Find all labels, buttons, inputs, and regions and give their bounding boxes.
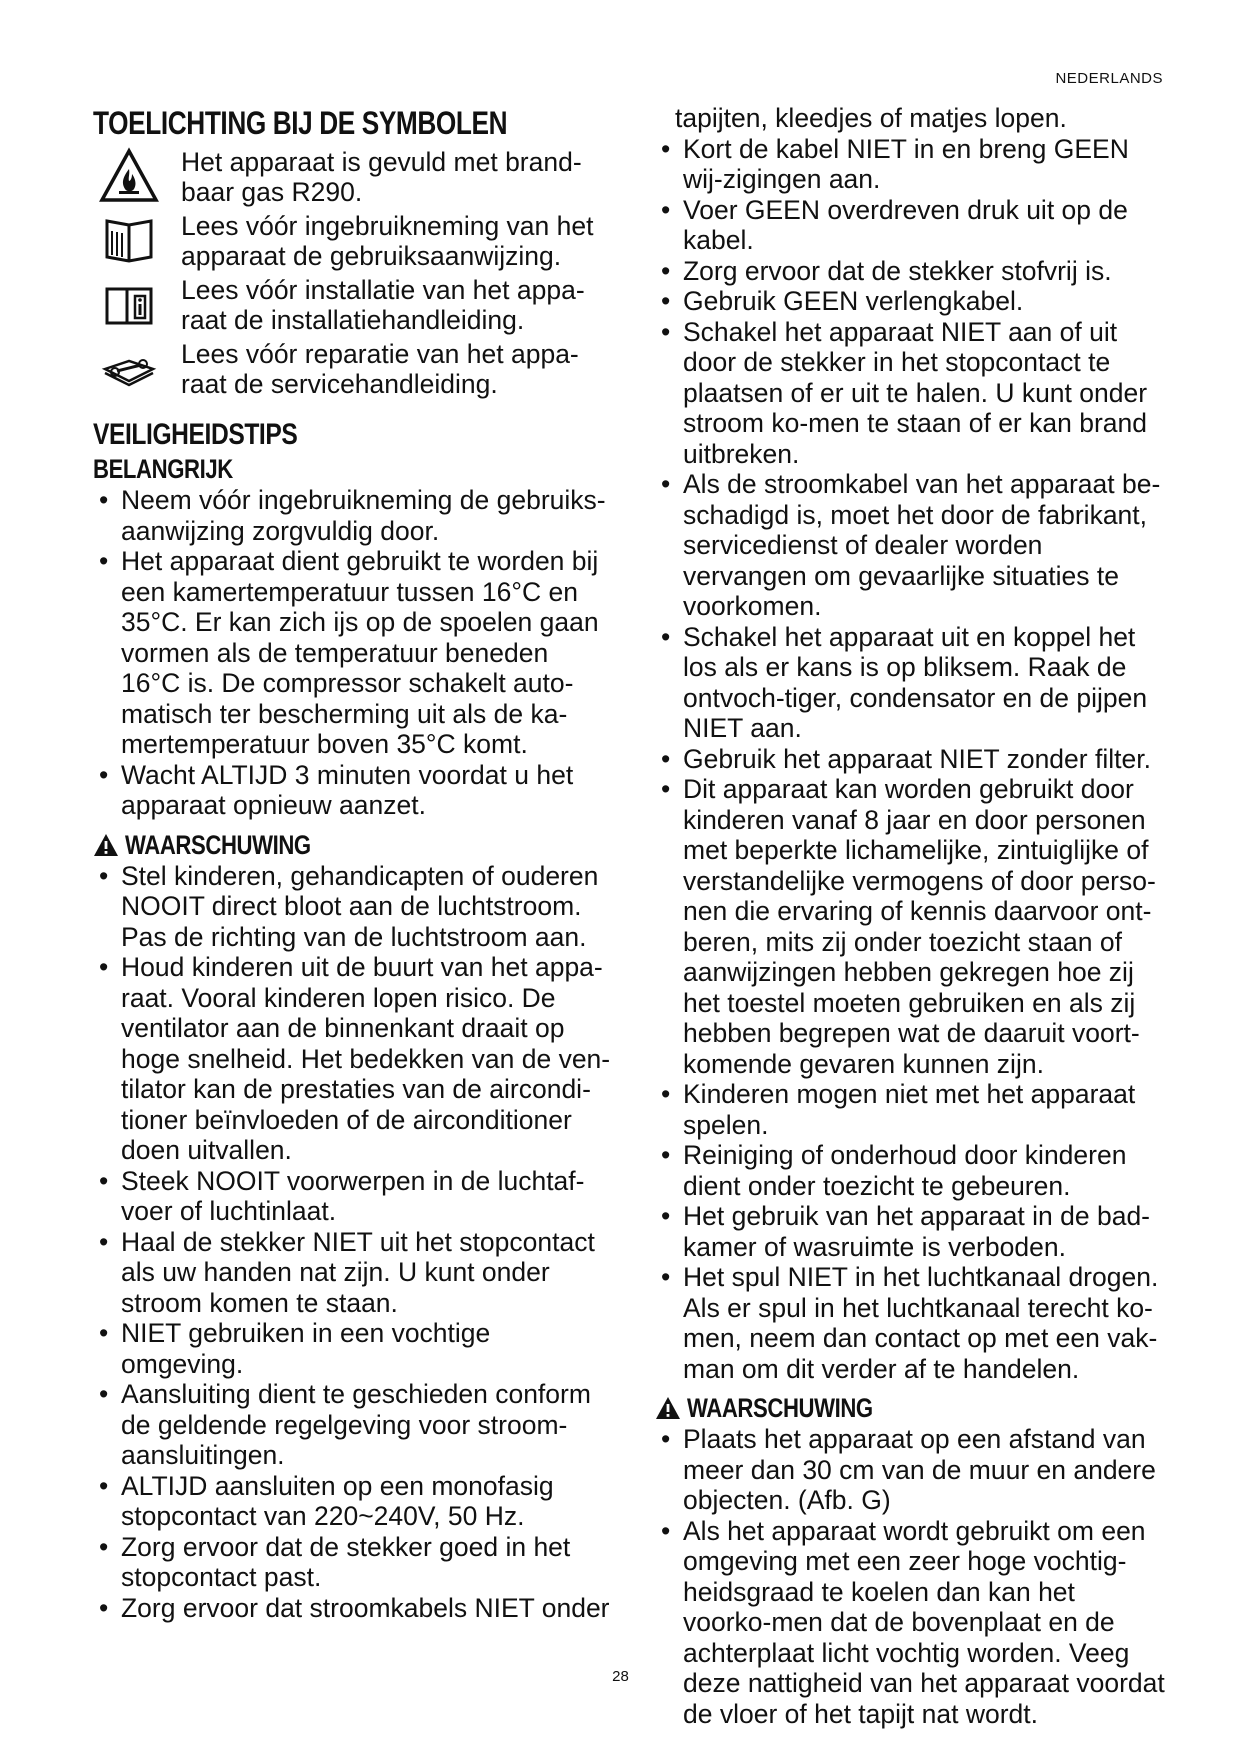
warning-title: WAARSCHUWING [687, 1393, 873, 1423]
list-item: • Het spul NIET in het luchtkanaal drogen. Als er spul in het luchtkanaal terecht ko-men, neem dan contact op met een vak-man om dit verder af te handelen. [655, 1262, 1170, 1384]
safety-list-continued [655, 103, 1170, 1384]
symbol-row [93, 339, 613, 399]
list-item: • Schakel het apparaat uit en koppel het los als er kans is op bliksem. Raak de ontvoch-tiger, condensator en de pijpen NIET aan. [655, 622, 1170, 744]
installation-info-icon [99, 275, 159, 333]
list-item: • Zorg ervoor dat de stekker goed in het stopcontact past. [93, 1532, 613, 1593]
important-list [93, 485, 613, 821]
symbol-text: Lees vóór reparatie van het appa-raat de servicehandleiding. [181, 339, 579, 399]
warning-heading [655, 1392, 1170, 1424]
list-item: • Het gebruik van het apparaat in de bad-kamer of wasruimte is verboden. [655, 1201, 1170, 1262]
symbol-row [93, 211, 613, 271]
list-item: • ALTIJD aansluiten op een monofasig stopcontact van 220~240V, 50 Hz. [93, 1471, 613, 1532]
list-item-continuation: tapijten, kleedjes of matjes lopen. [675, 103, 1067, 133]
list-item: • Kinderen mogen niet met het apparaat spelen. [655, 1079, 1170, 1140]
list-item: • Voer GEEN overdreven druk uit op de kabel. [655, 195, 1170, 256]
symbols-heading: TOELICHTING BIJ DE SYMBOLEN [93, 105, 508, 141]
page-number: 28 [612, 1668, 629, 1685]
symbol-row [93, 275, 613, 335]
list-item: • Gebruik het apparaat NIET zonder filter. [655, 744, 1170, 775]
symbol-row [93, 147, 613, 207]
list-item: • Kort de kabel NIET in en breng GEEN wij-zigingen aan. [655, 134, 1170, 195]
left-column [93, 103, 613, 1623]
warning-heading [93, 829, 613, 861]
right-column [655, 103, 1170, 1729]
list-item: • Als het apparaat wordt gebruikt om een omgeving met een zeer hoge vochtig-heidsgraad te koelen dan kan het voorko-men dat de bovenplaat en de achterplaat licht vochtig worden. Veeg deze nattigheid van het apparaat voordat de vloer of het tapijt nat wordt. [655, 1516, 1170, 1730]
symbol-text: Lees vóór installatie van het appa-raat de installatiehandleiding. [181, 275, 585, 335]
list-item: • Dit apparaat kan worden gebruikt door kinderen vanaf 8 jaar en door personen met beperkte lichamelijke, zintuiglijke of verstandelijke vermogens of door perso-nen die ervaring of kennis daarvoor ont-beren, mits zij onder toezicht staan of aanwijzingen hebben gekregen hoe zij het toestel moeten gebruiken en als zij hebben begrepen wat de daaruit voort-komende gevaren kunnen zijn. [655, 774, 1170, 1079]
list-item: • NIET gebruiken in een vochtige omgeving. [93, 1318, 613, 1379]
list-item: • Als de stroomkabel van het apparaat be-schadigd is, moet het door de fabrikant, servicedienst of dealer worden vervangen om gevaarlijke situaties te voorkomen. [655, 469, 1170, 622]
list-item: • Neem vóór ingebruikneming de gebruiks-aanwijzing zorgvuldig door. [93, 485, 613, 546]
list-item: • Reiniging of onderhoud door kinderen dient onder toezicht te gebeuren. [655, 1140, 1170, 1201]
service-manual-icon [99, 339, 159, 397]
list-item: • Steek NOOIT voorwerpen in de luchtaf-voer of luchtinlaat. [93, 1166, 613, 1227]
important-heading: BELANGRIJK [93, 454, 233, 484]
list-item: • Schakel het apparaat NIET aan of uit door de stekker in het stopcontact te plaatsen of er uit te halen. U kunt onder stroom ko-men te staan of er kan brand uitbreken. [655, 317, 1170, 470]
warning-title: WAARSCHUWING [125, 829, 311, 860]
list-item: • Aansluiting dient te geschieden conform de geldende regelgeving voor stroom-aansluitingen. [93, 1379, 613, 1471]
list-item: • Zorg ervoor dat stroomkabels NIET onder [93, 1593, 613, 1624]
manual-book-icon [99, 211, 159, 269]
list-item: • Zorg ervoor dat de stekker stofvrij is. [655, 256, 1170, 287]
list-item: • Houd kinderen uit de buurt van het appa-raat. Vooral kinderen lopen risico. De ventilator aan de binnenkant draait op hoge snelheid. Het bedekken van de ven-tilator kan de prestaties van de aircondi-tioner beïnvloeden of de airconditioner doen uitvallen. [93, 952, 613, 1166]
warning-triangle-icon [655, 1396, 681, 1420]
list-item: • Plaats het apparaat op een afstand van meer dan 30 cm van de muur en andere objecten. (Afb. G) [655, 1424, 1170, 1516]
list-item: • Gebruik GEEN verlengkabel. [655, 286, 1170, 317]
warning-list [93, 861, 613, 1624]
list-item: • Stel kinderen, gehandicapten of ouderen NOOIT direct bloot aan de luchtstroom. Pas de richting van de luchtstroom aan. [93, 861, 613, 953]
safety-heading: VEILIGHEIDSTIPS [93, 418, 298, 451]
list-item: • Het apparaat dient gebruikt te worden bij een kamertemperatuur tussen 16°C en 35°C. Er kan zich ijs op de spoelen gaan vormen als de temperatuur beneden 16°C is. De compressor schakelt auto-matisch ter bescherming uit als de ka-mertemperatuur boven 35°C komt. [93, 546, 613, 760]
flammable-warning-icon [99, 147, 159, 205]
language-label: NEDERLANDS [1055, 70, 1163, 87]
symbol-text: Het apparaat is gevuld met brand-baar gas R290. [181, 147, 582, 207]
warning-triangle-icon [93, 833, 119, 857]
list-item: • Wacht ALTIJD 3 minuten voordat u het apparaat opnieuw aanzet. [93, 760, 613, 821]
list-item: • Haal de stekker NIET uit het stopcontact als uw handen nat zijn. U kunt onder stroom komen te staan. [93, 1227, 613, 1319]
symbol-text: Lees vóór ingebruikneming van het apparaat de gebruiksaanwijzing. [181, 211, 594, 271]
